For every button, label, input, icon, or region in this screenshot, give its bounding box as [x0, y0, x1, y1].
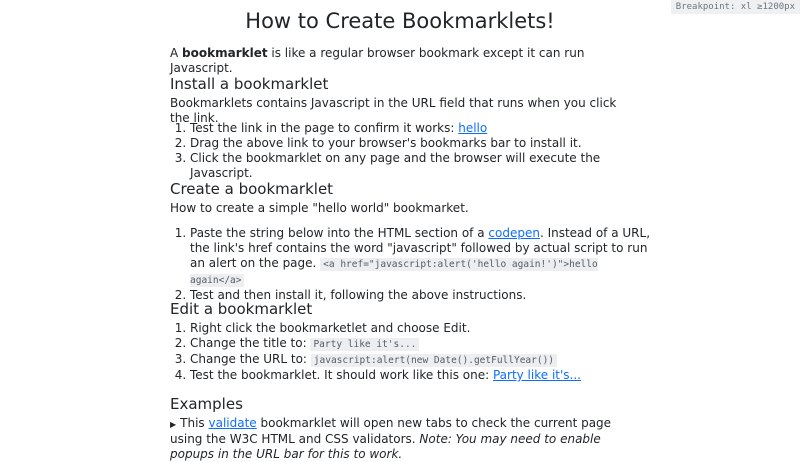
validate-bookmarklet-link[interactable]: validate — [208, 416, 257, 430]
edit-step: 1. Right click the bookmarketlet and choose Edit. — [190, 321, 581, 336]
edit-heading: Edit a bookmarklet — [170, 300, 313, 318]
code-url: javascript:alert(new Date().getFullYear()) — [311, 354, 557, 367]
intro-suffix: is like a regular browser bookmark except it can run Javascript. — [170, 46, 585, 75]
popup-note: Note: You may need to enable popups in the URL bar for this to work. — [170, 432, 601, 461]
breakpoint-badge: Breakpoint: xl ≥1200px — [671, 0, 800, 14]
edit-step: 2. Change the title to: Party like it's... — [190, 336, 581, 352]
create-heading: Create a bookmarklet — [170, 180, 334, 198]
create-description: How to create a simple "hello world" bookmarket. — [170, 201, 469, 215]
create-step: 1. Paste the string below into the HTML section of a codepen. Instead of a URL, the link's href contains the word "javascript" followed by actual script to run an alert on the page. <a href="javascript:alert('hello again!')">hello again</a> — [190, 226, 650, 288]
intro-bold-term: bookmarklet — [182, 46, 268, 60]
edit-step: 4. Test the bookmarklet. It should work like this one: Party like it's... — [190, 368, 581, 383]
codepen-link[interactable]: codepen — [488, 226, 540, 240]
install-heading: Install a bookmarklet — [170, 75, 329, 93]
edit-step: 3. Change the URL to: javascript:alert(new Date().getFullYear()) — [190, 352, 581, 368]
intro-prefix: A — [170, 46, 183, 60]
code-snippet: <a href="javascript:alert('hello again!')">hello again</a> — [190, 259, 598, 286]
disclosure-triangle-icon[interactable]: ▶ — [170, 420, 177, 429]
create-step: 2. Test and then install it, following the above instructions. — [190, 288, 650, 303]
examples-heading: Examples — [170, 395, 243, 413]
install-step: 1. Test the link in the page to confirm it works: hello — [190, 121, 630, 136]
create-steps — [170, 226, 650, 303]
install-description: Bookmarklets contains Javascript in the URL field that runs when you click the link. — [170, 96, 617, 125]
install-step: 3. Click the bookmarklet on any page and the browser will execute the Javascript. — [190, 151, 630, 181]
page-title: How to Create Bookmarklets! — [245, 9, 555, 33]
code-title: Party like it's... — [310, 338, 419, 351]
install-steps — [170, 121, 630, 181]
install-step: 2. Drag the above link to your browser's bookmarks bar to install it. — [190, 136, 630, 151]
validate-details[interactable]: ▶ This validate bookmarklet will open new tabs to check the current page using the W3C HTML and CSS validators. Note: You may need to enable popups in the URL bar for this to work. — [170, 416, 612, 461]
intro-paragraph — [170, 46, 630, 76]
party-bookmarklet-link[interactable]: Party like it's... — [492, 368, 581, 382]
hello-bookmarklet-link[interactable]: hello — [458, 121, 488, 135]
edit-steps — [170, 321, 581, 383]
